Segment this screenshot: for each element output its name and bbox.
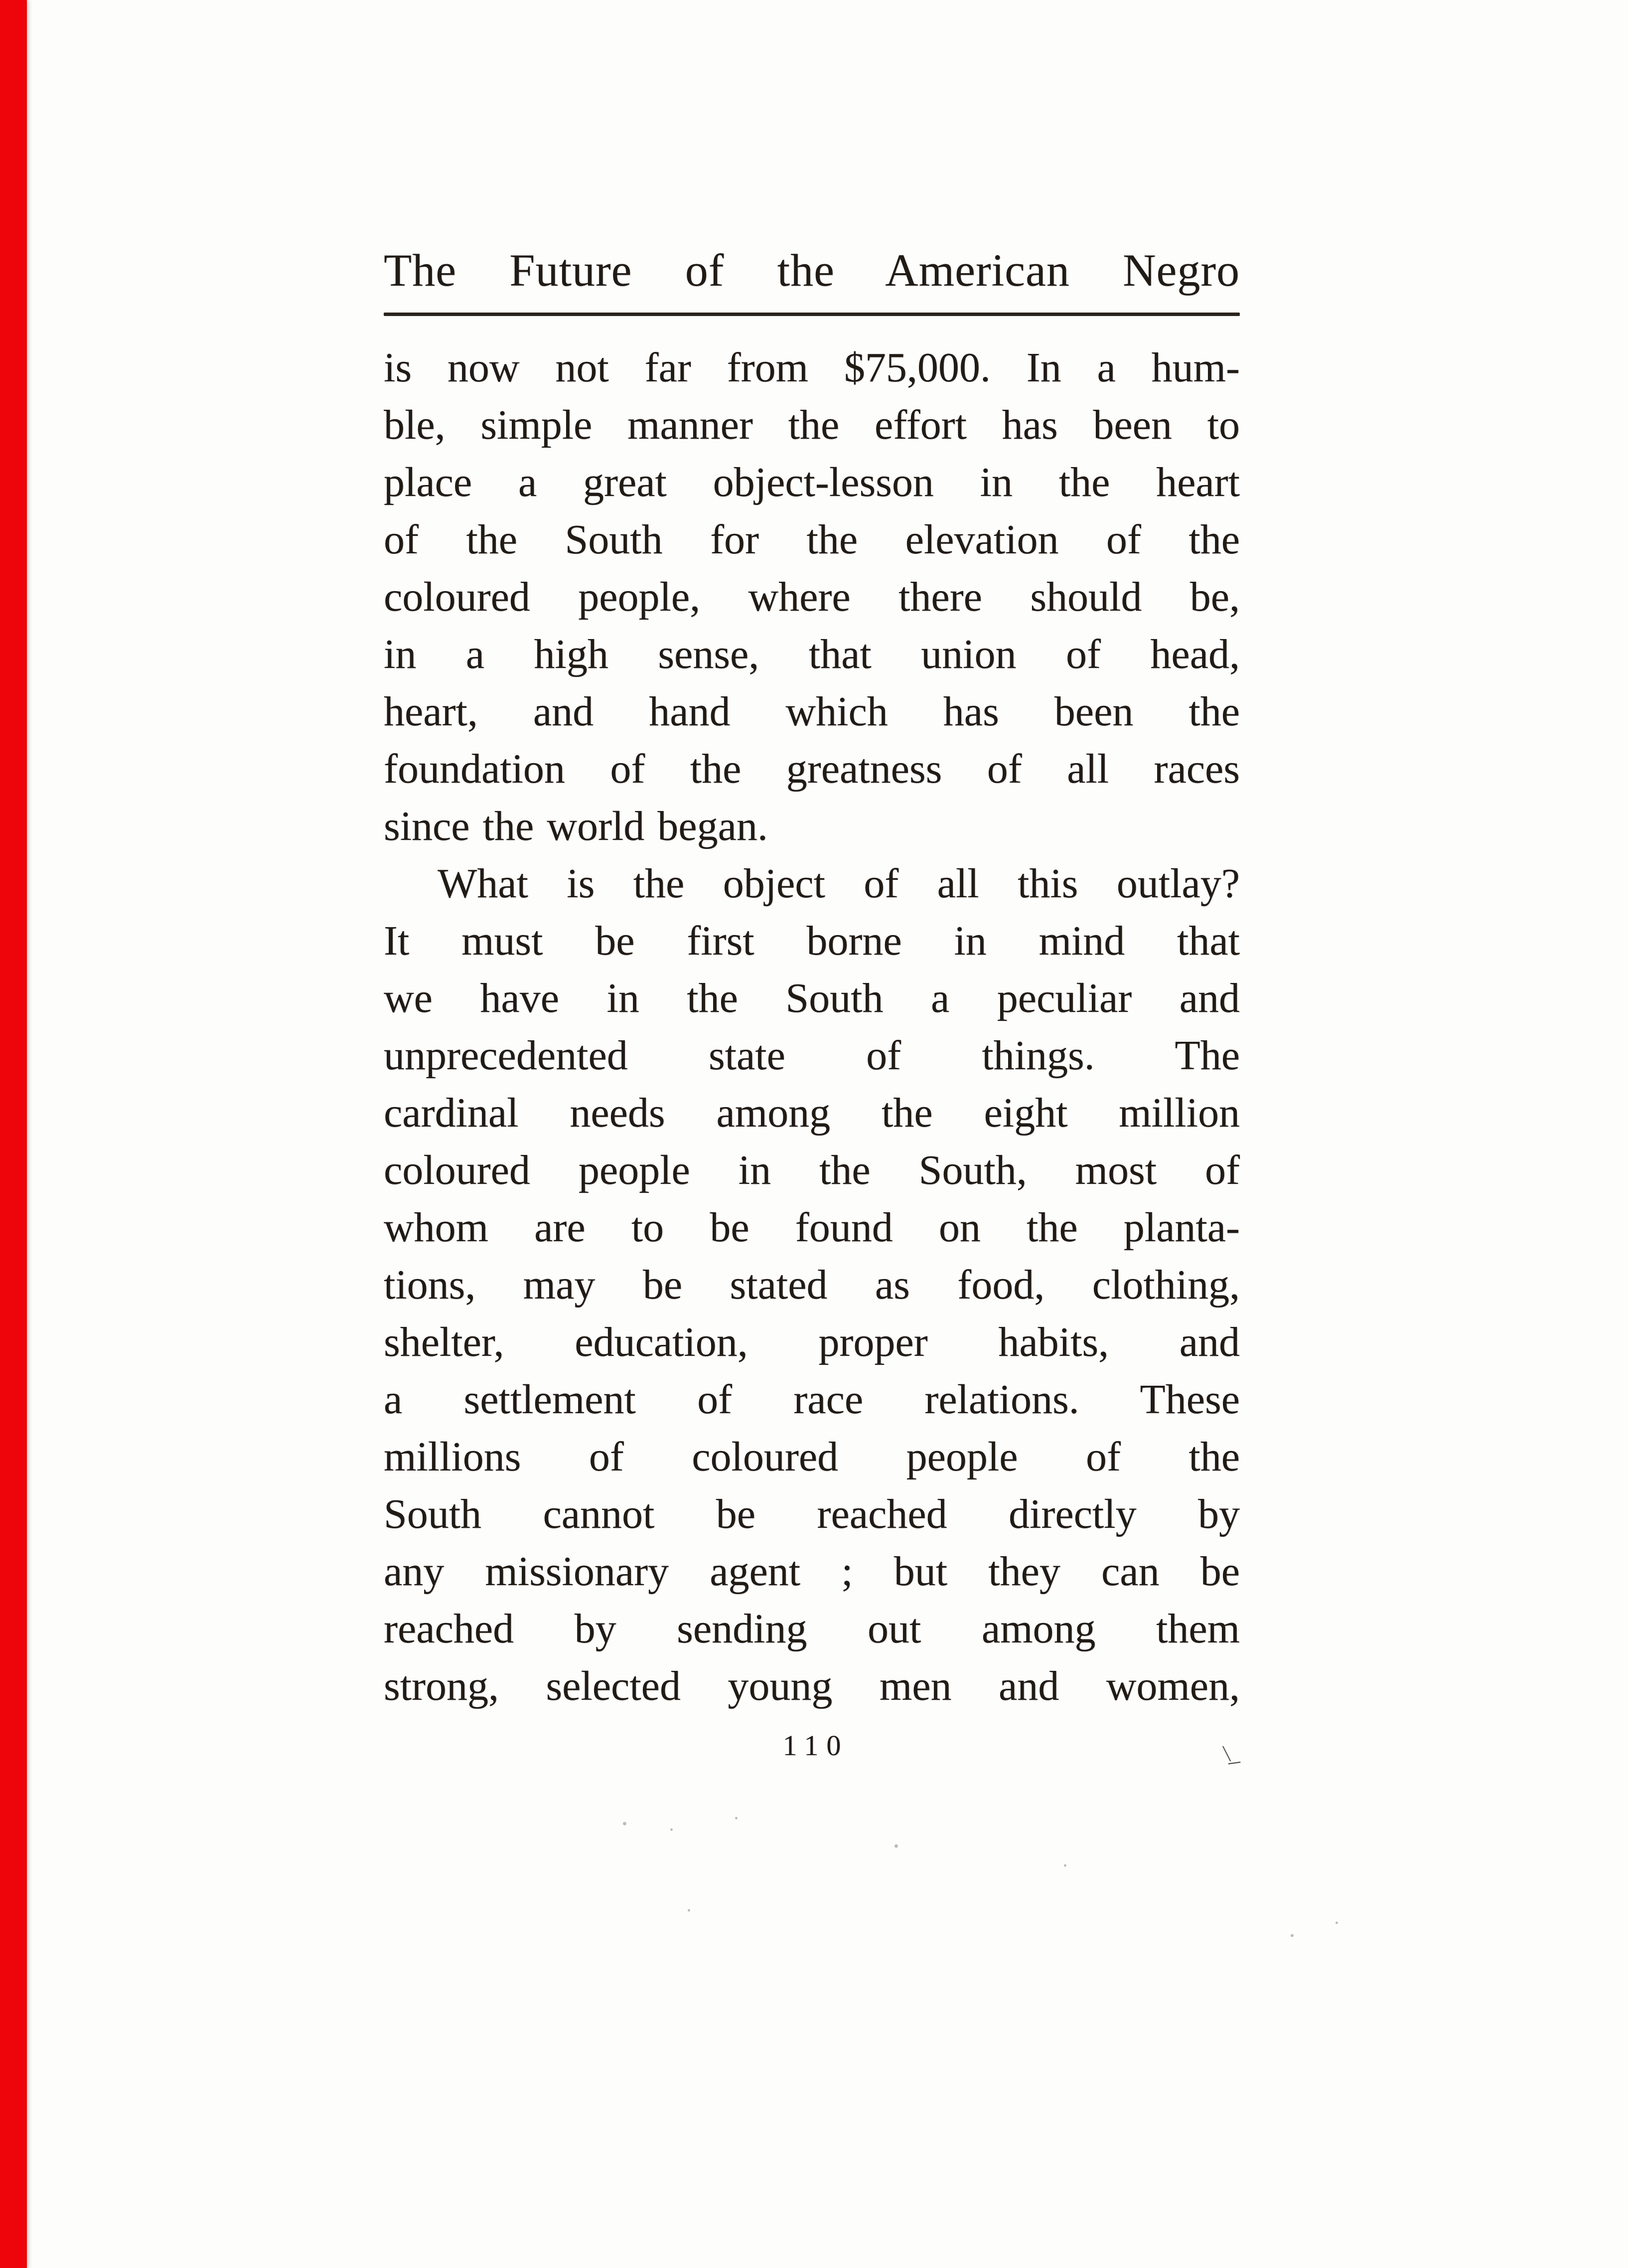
text-line: place a great object-lesson in the heart (384, 459, 1240, 506)
page-number: 110 (782, 1729, 849, 1762)
text-line: coloured people in the South, most of (384, 1147, 1240, 1194)
text-line: since the world began. (384, 803, 768, 850)
page-content (384, 245, 1240, 1762)
text-line: millions of coloured people of the (384, 1434, 1240, 1480)
text-line: It must be first borne in mind that (384, 918, 1240, 965)
text-line: whom are to be found on the planta- (384, 1204, 1240, 1251)
scan-speck (688, 1909, 690, 1912)
scan-speck (1291, 1934, 1294, 1937)
scan-speck (623, 1822, 626, 1825)
scan-speck (894, 1844, 898, 1848)
text-line: tions, may be stated as food, clothing, (384, 1262, 1240, 1308)
text-line: foundation of the greatness of all races (384, 746, 1240, 793)
text-line: a settlement of race relations. These (384, 1376, 1240, 1423)
header-rule (384, 313, 1240, 316)
text-line: cardinal needs among the eight million (384, 1090, 1240, 1136)
text-line: What is the object of all this outlay? (438, 860, 1240, 907)
text-line: heart, and hand which has been the (384, 688, 1240, 735)
scan-speck (1064, 1864, 1066, 1867)
text-line: we have in the South a peculiar and (384, 975, 1240, 1022)
text-line: coloured people, where there should be, (384, 574, 1240, 621)
text-line: reached by sending out among them (384, 1606, 1240, 1652)
scan-speck (735, 1817, 738, 1819)
text-line: South cannot be reached directly by (384, 1491, 1240, 1538)
scan-edge-strip (0, 0, 27, 2268)
text-line: ble, simple manner the effort has been to (384, 402, 1240, 449)
text-line: strong, selected young men and women, (384, 1663, 1240, 1710)
text-line: shelter, education, proper habits, and (384, 1319, 1240, 1366)
text-line: of the South for the elevation of the (384, 516, 1240, 563)
text-line: any missionary agent ; but they can be (384, 1548, 1240, 1595)
text-line: unprecedented state of things. The (384, 1032, 1240, 1079)
scan-speck (1335, 1922, 1338, 1924)
body-text (384, 339, 1240, 1715)
scan-speck (670, 1828, 673, 1831)
text-line: is now not far from $75,000. In a hum- (384, 344, 1240, 391)
text-line: in a high sense, that union of head, (384, 631, 1240, 678)
stray-pencil-mark: \_ (1221, 1739, 1238, 1768)
page-header-title: The Future of the American Negro (384, 245, 1240, 296)
